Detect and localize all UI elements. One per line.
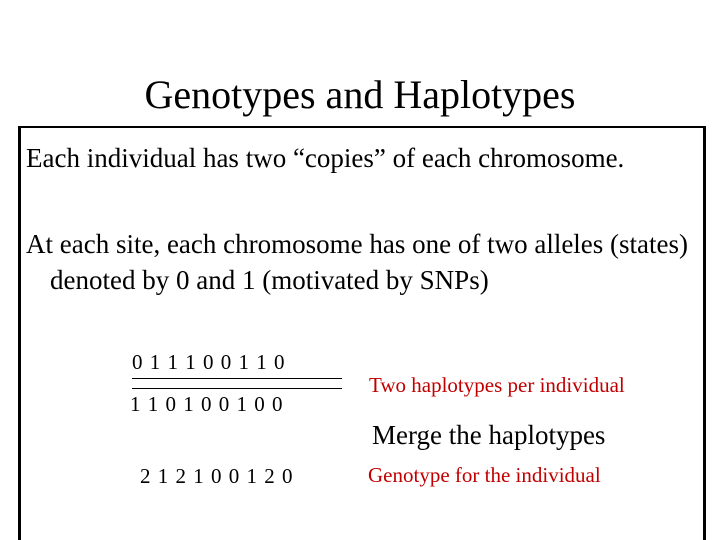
genotype-sequence: 2 1 2 1 0 0 1 2 0: [140, 464, 294, 488]
paragraph-copies: Each individual has two “copies” of each chromosome.: [26, 143, 625, 173]
note-merge-haplotypes: Merge the haplotypes: [372, 420, 606, 450]
slide-title: Genotypes and Haplotypes: [144, 72, 576, 117]
haplotype-divider-bottom: [132, 388, 342, 389]
haplotype-divider-top: [132, 378, 342, 379]
haplotype-2: 1 1 0 1 0 0 1 0 0: [130, 392, 284, 416]
haplotype-1: 0 1 1 1 0 0 1 1 0: [132, 350, 286, 374]
note-genotype: Genotype for the individual: [368, 463, 601, 487]
note-two-haplotypes: Two haplotypes per individual: [369, 373, 625, 397]
paragraph-alleles: At each site, each chromosome has one of two alleles (states) denoted by 0 and 1 (motivated by SNPs): [26, 229, 689, 295]
content-frame: [18, 126, 706, 540]
